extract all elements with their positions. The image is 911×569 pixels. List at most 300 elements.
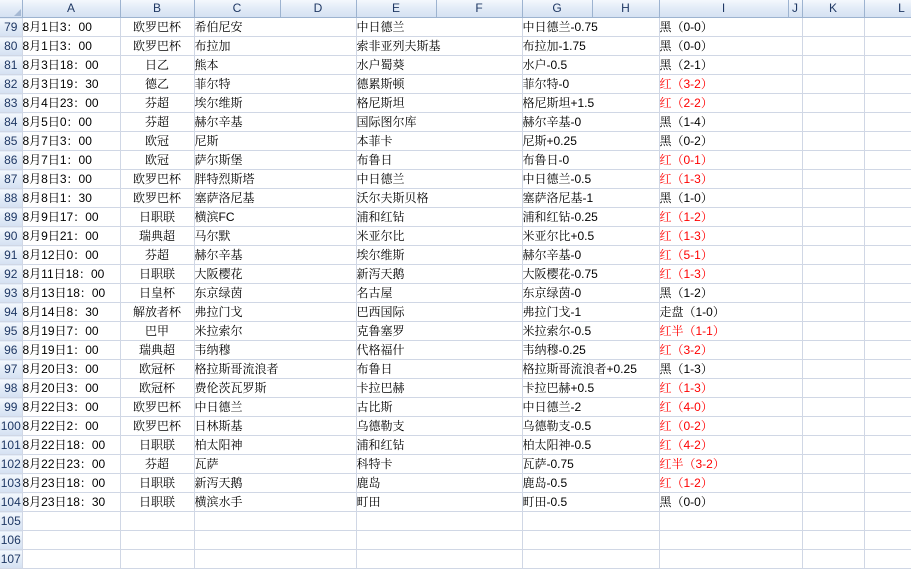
cell-home-team[interactable]	[194, 550, 356, 569]
cell-home-team[interactable]: 熊本	[194, 56, 356, 75]
row-header[interactable]: 95	[0, 322, 22, 341]
cell-date[interactable]: 8月22日2：00	[22, 417, 120, 436]
cell-empty-l[interactable]	[864, 550, 911, 569]
cell-home-team[interactable]: 瓦萨	[194, 455, 356, 474]
cell-empty-l[interactable]	[864, 284, 911, 303]
cell-empty-k[interactable]	[802, 189, 864, 208]
cell-league[interactable]	[120, 550, 194, 569]
cell-home-team[interactable]: 菲尔特	[194, 75, 356, 94]
table-row[interactable]	[0, 56, 911, 75]
cell-date[interactable]: 8月20日3：00	[22, 379, 120, 398]
cell-pick[interactable]: 卡拉巴赫+0.5	[522, 379, 659, 398]
cell-date[interactable]: 8月13日18：00	[22, 284, 120, 303]
cell-date[interactable]	[22, 550, 120, 569]
column-header-c[interactable]: C	[194, 0, 280, 18]
cell-pick[interactable]: 塞萨洛尼基-1	[522, 189, 659, 208]
cell-home-team[interactable]: 赫尔辛基	[194, 113, 356, 132]
column-header-g[interactable]: G	[522, 0, 592, 18]
table-row[interactable]	[0, 322, 911, 341]
table-row[interactable]	[0, 455, 911, 474]
cell-empty-l[interactable]	[864, 512, 911, 531]
cell-empty-l[interactable]	[864, 56, 911, 75]
cell-empty-k[interactable]	[802, 531, 864, 550]
table-row[interactable]	[0, 398, 911, 417]
row-header[interactable]: 96	[0, 341, 22, 360]
cell-league[interactable]: 芬超	[120, 246, 194, 265]
cell-league[interactable]: 欧罗巴杯	[120, 189, 194, 208]
cell-home-team[interactable]: 尼斯	[194, 132, 356, 151]
cell-empty-k[interactable]	[802, 360, 864, 379]
cell-empty-l[interactable]	[864, 37, 911, 56]
cell-home-team[interactable]: 马尔默	[194, 227, 356, 246]
cell-result[interactable]: 红（5-1）	[659, 246, 802, 265]
cell-empty-k[interactable]	[802, 493, 864, 512]
cell-result[interactable]: 红（4-0）	[659, 398, 802, 417]
cell-pick[interactable]: 赫尔辛基-0	[522, 246, 659, 265]
cell-away-team[interactable]: 鹿岛	[356, 474, 522, 493]
cell-away-team[interactable]: 德累斯顿	[356, 75, 522, 94]
cell-league[interactable]: 德乙	[120, 75, 194, 94]
cell-empty-l[interactable]	[864, 75, 911, 94]
table-row[interactable]	[0, 417, 911, 436]
cell-empty-l[interactable]	[864, 322, 911, 341]
cell-empty-l[interactable]	[864, 417, 911, 436]
cell-league[interactable]: 日职联	[120, 493, 194, 512]
column-header-d[interactable]: D	[280, 0, 356, 18]
column-header-j[interactable]: J	[788, 0, 802, 18]
cell-pick[interactable]: 柏太阳神-0.5	[522, 436, 659, 455]
cell-away-team[interactable]: 名古屋	[356, 284, 522, 303]
cell-pick[interactable]: 中日德兰-0.75	[522, 18, 659, 37]
cell-result[interactable]: 红（0-1）	[659, 151, 802, 170]
cell-empty-l[interactable]	[864, 18, 911, 37]
cell-away-team[interactable]: 索非亚列夫斯基	[356, 37, 522, 56]
cell-result[interactable]: 黑（0-0）	[659, 18, 802, 37]
cell-date[interactable]: 8月22日23：00	[22, 455, 120, 474]
cell-away-team[interactable]: 浦和红钻	[356, 436, 522, 455]
cell-date[interactable]: 8月7日1：00	[22, 151, 120, 170]
table-row[interactable]	[0, 436, 911, 455]
cell-league[interactable]: 芬超	[120, 455, 194, 474]
row-header[interactable]: 101	[0, 436, 22, 455]
cell-pick[interactable]: 浦和红钻-0.25	[522, 208, 659, 227]
row-header[interactable]: 102	[0, 455, 22, 474]
table-row[interactable]	[0, 151, 911, 170]
cell-league[interactable]: 欧冠杯	[120, 379, 194, 398]
cell-empty-l[interactable]	[864, 151, 911, 170]
cell-away-team[interactable]: 卡拉巴赫	[356, 379, 522, 398]
row-header[interactable]: 91	[0, 246, 22, 265]
cell-away-team[interactable]: 沃尔夫斯贝格	[356, 189, 522, 208]
cell-league[interactable]: 日职联	[120, 265, 194, 284]
cell-league[interactable]: 日皇杯	[120, 284, 194, 303]
cell-result[interactable]: 红（3-2）	[659, 341, 802, 360]
row-header[interactable]: 98	[0, 379, 22, 398]
cell-empty-k[interactable]	[802, 227, 864, 246]
cell-result[interactable]: 红半（3-2）	[659, 455, 802, 474]
cell-pick[interactable]: 町田-0.5	[522, 493, 659, 512]
table-row[interactable]	[0, 284, 911, 303]
cell-result[interactable]: 黑（2-1）	[659, 56, 802, 75]
cell-league[interactable]: 欧罗巴杯	[120, 170, 194, 189]
cell-league[interactable]: 欧冠	[120, 132, 194, 151]
cell-empty-l[interactable]	[864, 455, 911, 474]
row-header[interactable]: 86	[0, 151, 22, 170]
table-row[interactable]	[0, 265, 911, 284]
table-row[interactable]	[0, 493, 911, 512]
cell-empty-k[interactable]	[802, 379, 864, 398]
cell-home-team[interactable]: 埃尔维斯	[194, 94, 356, 113]
table-row[interactable]	[0, 246, 911, 265]
cell-empty-l[interactable]	[864, 227, 911, 246]
row-header[interactable]: 82	[0, 75, 22, 94]
cell-date[interactable]: 8月19日1：00	[22, 341, 120, 360]
column-header-a[interactable]: A	[22, 0, 120, 18]
cell-result[interactable]: 红（1-3）	[659, 227, 802, 246]
cell-result[interactable]: 黑（1-4）	[659, 113, 802, 132]
cell-result[interactable]: 红（1-2）	[659, 474, 802, 493]
table-row[interactable]	[0, 132, 911, 151]
cell-date[interactable]: 8月12日0：00	[22, 246, 120, 265]
row-header[interactable]: 89	[0, 208, 22, 227]
cell-away-team[interactable]: 乌德勒支	[356, 417, 522, 436]
row-header[interactable]: 93	[0, 284, 22, 303]
cell-pick[interactable]: 布鲁日-0	[522, 151, 659, 170]
cell-result[interactable]	[659, 550, 802, 569]
table-row[interactable]	[0, 37, 911, 56]
row-header[interactable]: 99	[0, 398, 22, 417]
cell-pick[interactable]: 尼斯+0.25	[522, 132, 659, 151]
column-header-i[interactable]: I	[659, 0, 788, 18]
cell-home-team[interactable]: 东京绿茵	[194, 284, 356, 303]
cell-result[interactable]: 红半（1-1）	[659, 322, 802, 341]
cell-pick[interactable]: 水户-0.5	[522, 56, 659, 75]
row-header[interactable]: 81	[0, 56, 22, 75]
cell-date[interactable]: 8月23日18：30	[22, 493, 120, 512]
table-row[interactable]	[0, 550, 911, 569]
cell-pick[interactable]	[522, 512, 659, 531]
cell-result[interactable]	[659, 531, 802, 550]
cell-empty-l[interactable]	[864, 341, 911, 360]
cell-league[interactable]: 瑞典超	[120, 227, 194, 246]
cell-away-team[interactable]: 克鲁塞罗	[356, 322, 522, 341]
cell-date[interactable]: 8月11日18：00	[22, 265, 120, 284]
cell-pick[interactable]: 格拉斯哥流浪者+0.25	[522, 360, 659, 379]
cell-empty-l[interactable]	[864, 493, 911, 512]
cell-result[interactable]: 红（1-3）	[659, 170, 802, 189]
cell-home-team[interactable]: 横滨水手	[194, 493, 356, 512]
cell-empty-l[interactable]	[864, 531, 911, 550]
cell-empty-l[interactable]	[864, 246, 911, 265]
table-row[interactable]	[0, 189, 911, 208]
cell-result[interactable]: 红（0-2）	[659, 417, 802, 436]
cell-empty-l[interactable]	[864, 360, 911, 379]
row-header[interactable]: 103	[0, 474, 22, 493]
cell-home-team[interactable]: 费伦茨瓦罗斯	[194, 379, 356, 398]
cell-empty-l[interactable]	[864, 474, 911, 493]
cell-empty-l[interactable]	[864, 113, 911, 132]
cell-league[interactable]: 日职联	[120, 474, 194, 493]
cell-date[interactable]: 8月22日18：00	[22, 436, 120, 455]
cell-home-team[interactable]: 胖特烈斯塔	[194, 170, 356, 189]
cell-date[interactable]: 8月8日3：00	[22, 170, 120, 189]
cell-empty-l[interactable]	[864, 189, 911, 208]
row-header[interactable]: 79	[0, 18, 22, 37]
table-row[interactable]	[0, 512, 911, 531]
cell-away-team[interactable]: 科特卡	[356, 455, 522, 474]
cell-date[interactable]: 8月9日17：00	[22, 208, 120, 227]
cell-league[interactable]	[120, 531, 194, 550]
cell-result[interactable]: 黑（1-3）	[659, 360, 802, 379]
cell-empty-k[interactable]	[802, 37, 864, 56]
cell-empty-l[interactable]	[864, 436, 911, 455]
cell-result[interactable]: 黑（1-2）	[659, 284, 802, 303]
cell-home-team[interactable]: 韦纳穆	[194, 341, 356, 360]
cell-pick[interactable]: 米拉索尔-0.5	[522, 322, 659, 341]
cell-pick[interactable]: 布拉加-1.75	[522, 37, 659, 56]
cell-away-team[interactable]: 米亚尔比	[356, 227, 522, 246]
cell-away-team[interactable]: 布鲁日	[356, 360, 522, 379]
table-row[interactable]	[0, 360, 911, 379]
cell-date[interactable]: 8月7日3：00	[22, 132, 120, 151]
table-row[interactable]	[0, 474, 911, 493]
cell-date[interactable]: 8月23日18：00	[22, 474, 120, 493]
cell-date[interactable]: 8月8日1：30	[22, 189, 120, 208]
cell-pick[interactable]: 中日德兰-0.5	[522, 170, 659, 189]
row-header[interactable]: 88	[0, 189, 22, 208]
cell-pick[interactable]	[522, 531, 659, 550]
row-header[interactable]: 107	[0, 550, 22, 569]
table-row[interactable]	[0, 170, 911, 189]
cell-empty-l[interactable]	[864, 132, 911, 151]
cell-empty-k[interactable]	[802, 94, 864, 113]
cell-pick[interactable]: 中日德兰-2	[522, 398, 659, 417]
cell-empty-k[interactable]	[802, 170, 864, 189]
cell-empty-l[interactable]	[864, 265, 911, 284]
cell-result[interactable]: 红（1-3）	[659, 265, 802, 284]
cell-league[interactable]: 瑞典超	[120, 341, 194, 360]
row-header[interactable]: 105	[0, 512, 22, 531]
cell-home-team[interactable]: 新泻天鹅	[194, 474, 356, 493]
cell-result[interactable]: 黑（0-2）	[659, 132, 802, 151]
cell-home-team[interactable]: 弗拉门戈	[194, 303, 356, 322]
cell-date[interactable]: 8月3日18：00	[22, 56, 120, 75]
cell-empty-k[interactable]	[802, 265, 864, 284]
table-row[interactable]	[0, 113, 911, 132]
cell-result[interactable]: 黑（0-0）	[659, 493, 802, 512]
cell-empty-k[interactable]	[802, 246, 864, 265]
table-row[interactable]	[0, 94, 911, 113]
cell-league[interactable]: 芬超	[120, 113, 194, 132]
cell-league[interactable]: 日职联	[120, 436, 194, 455]
cell-home-team[interactable]: 格拉斯哥流浪者	[194, 360, 356, 379]
table-row[interactable]	[0, 303, 911, 322]
cell-away-team[interactable]	[356, 550, 522, 569]
cell-league[interactable]: 巴甲	[120, 322, 194, 341]
cell-empty-k[interactable]	[802, 303, 864, 322]
cell-pick[interactable]: 韦纳穆-0.25	[522, 341, 659, 360]
cell-home-team[interactable]: 赫尔辛基	[194, 246, 356, 265]
row-header[interactable]: 100	[0, 417, 22, 436]
cell-away-team[interactable]: 巴西国际	[356, 303, 522, 322]
column-header-f[interactable]: F	[436, 0, 522, 18]
cell-home-team[interactable]: 布拉加	[194, 37, 356, 56]
cell-result[interactable]: 红（2-2）	[659, 94, 802, 113]
cell-empty-k[interactable]	[802, 455, 864, 474]
cell-empty-k[interactable]	[802, 208, 864, 227]
cell-away-team[interactable]: 埃尔维斯	[356, 246, 522, 265]
cell-pick[interactable]: 鹿岛-0.5	[522, 474, 659, 493]
cell-league[interactable]: 欧罗巴杯	[120, 18, 194, 37]
cell-empty-k[interactable]	[802, 18, 864, 37]
cell-date[interactable]: 8月14日8：30	[22, 303, 120, 322]
cell-away-team[interactable]: 本菲卡	[356, 132, 522, 151]
cell-empty-l[interactable]	[864, 303, 911, 322]
cell-result[interactable]: 红（3-2）	[659, 75, 802, 94]
cell-away-team[interactable]: 新泻天鹅	[356, 265, 522, 284]
cell-date[interactable]	[22, 531, 120, 550]
cell-empty-l[interactable]	[864, 398, 911, 417]
cell-date[interactable]: 8月5日0：00	[22, 113, 120, 132]
cell-pick[interactable]: 大阪樱花-0.75	[522, 265, 659, 284]
cell-empty-k[interactable]	[802, 436, 864, 455]
cell-away-team[interactable]: 格尼斯坦	[356, 94, 522, 113]
row-header[interactable]: 83	[0, 94, 22, 113]
cell-result[interactable]: 红（4-2）	[659, 436, 802, 455]
cell-date[interactable]: 8月20日3：00	[22, 360, 120, 379]
table-row[interactable]	[0, 18, 911, 37]
cell-league[interactable]: 日乙	[120, 56, 194, 75]
cell-home-team[interactable]	[194, 512, 356, 531]
cell-empty-k[interactable]	[802, 132, 864, 151]
cell-away-team[interactable]: 中日德兰	[356, 18, 522, 37]
cell-empty-k[interactable]	[802, 56, 864, 75]
cell-away-team[interactable]	[356, 531, 522, 550]
row-header[interactable]: 104	[0, 493, 22, 512]
cell-empty-l[interactable]	[864, 170, 911, 189]
cell-date[interactable]	[22, 512, 120, 531]
table-row[interactable]	[0, 208, 911, 227]
cell-home-team[interactable]: 中日德兰	[194, 398, 356, 417]
cell-result[interactable]: 黑（0-0）	[659, 37, 802, 56]
cell-away-team[interactable]: 国际图尔库	[356, 113, 522, 132]
column-header-e[interactable]: E	[356, 0, 436, 18]
cell-league[interactable]: 芬超	[120, 94, 194, 113]
cell-empty-k[interactable]	[802, 474, 864, 493]
cell-pick[interactable]: 弗拉门戈-1	[522, 303, 659, 322]
table-row[interactable]	[0, 531, 911, 550]
table-row[interactable]	[0, 75, 911, 94]
cell-league[interactable]: 欧罗巴杯	[120, 37, 194, 56]
cell-pick[interactable]: 米亚尔比+0.5	[522, 227, 659, 246]
row-header[interactable]: 87	[0, 170, 22, 189]
cell-pick[interactable]: 格尼斯坦+1.5	[522, 94, 659, 113]
cell-empty-k[interactable]	[802, 512, 864, 531]
cell-empty-k[interactable]	[802, 75, 864, 94]
row-header[interactable]: 97	[0, 360, 22, 379]
cell-home-team[interactable]: 大阪樱花	[194, 265, 356, 284]
cell-date[interactable]: 8月9日21：00	[22, 227, 120, 246]
column-header-l[interactable]: L	[864, 0, 911, 18]
cell-away-team[interactable]	[356, 512, 522, 531]
cell-date[interactable]: 8月4日23：00	[22, 94, 120, 113]
cell-pick[interactable]: 乌德勒支-0.5	[522, 417, 659, 436]
cell-league[interactable]: 解放者杯	[120, 303, 194, 322]
cell-date[interactable]: 8月3日19：30	[22, 75, 120, 94]
cell-empty-k[interactable]	[802, 398, 864, 417]
cell-pick[interactable]: 赫尔辛基-0	[522, 113, 659, 132]
row-header[interactable]: 80	[0, 37, 22, 56]
cell-empty-k[interactable]	[802, 284, 864, 303]
cell-away-team[interactable]: 浦和红钻	[356, 208, 522, 227]
cell-empty-l[interactable]	[864, 379, 911, 398]
cell-league[interactable]: 日职联	[120, 208, 194, 227]
cell-empty-k[interactable]	[802, 322, 864, 341]
cell-result[interactable]: 红（1-2）	[659, 208, 802, 227]
cell-empty-k[interactable]	[802, 151, 864, 170]
table-row[interactable]	[0, 379, 911, 398]
cell-empty-l[interactable]	[864, 94, 911, 113]
cell-result[interactable]: 走盘（1-0）	[659, 303, 802, 322]
row-header[interactable]: 85	[0, 132, 22, 151]
cell-date[interactable]: 8月19日7：00	[22, 322, 120, 341]
cell-away-team[interactable]: 水户蜀葵	[356, 56, 522, 75]
cell-home-team[interactable]: 横滨FC	[194, 208, 356, 227]
select-all-corner[interactable]	[0, 0, 22, 18]
cell-pick[interactable]: 瓦萨-0.75	[522, 455, 659, 474]
row-header[interactable]: 90	[0, 227, 22, 246]
cell-empty-k[interactable]	[802, 550, 864, 569]
cell-home-team[interactable]: 萨尔斯堡	[194, 151, 356, 170]
cell-empty-k[interactable]	[802, 113, 864, 132]
row-header[interactable]: 84	[0, 113, 22, 132]
cell-away-team[interactable]: 布鲁日	[356, 151, 522, 170]
column-header-k[interactable]: K	[802, 0, 864, 18]
cell-league[interactable]: 欧冠杯	[120, 360, 194, 379]
cell-away-team[interactable]: 古比斯	[356, 398, 522, 417]
cell-pick[interactable]: 东京绿茵-0	[522, 284, 659, 303]
cell-pick[interactable]: 菲尔特-0	[522, 75, 659, 94]
cell-date[interactable]: 8月1日3：00	[22, 18, 120, 37]
row-header[interactable]: 94	[0, 303, 22, 322]
cell-home-team[interactable]: 柏太阳神	[194, 436, 356, 455]
cell-away-team[interactable]: 中日德兰	[356, 170, 522, 189]
cell-home-team[interactable]: 塞萨洛尼基	[194, 189, 356, 208]
cell-home-team[interactable]: 希伯尼安	[194, 18, 356, 37]
cell-away-team[interactable]: 代格福什	[356, 341, 522, 360]
cell-home-team[interactable]: 米拉索尔	[194, 322, 356, 341]
cell-date[interactable]: 8月1日3：00	[22, 37, 120, 56]
table-row[interactable]	[0, 341, 911, 360]
cell-date[interactable]: 8月22日3：00	[22, 398, 120, 417]
row-header[interactable]: 92	[0, 265, 22, 284]
cell-league[interactable]: 欧冠	[120, 151, 194, 170]
cell-home-team[interactable]	[194, 531, 356, 550]
cell-away-team[interactable]: 町田	[356, 493, 522, 512]
cell-result[interactable]: 黑（1-0）	[659, 189, 802, 208]
table-row[interactable]	[0, 227, 911, 246]
cell-pick[interactable]	[522, 550, 659, 569]
cell-empty-l[interactable]	[864, 208, 911, 227]
cell-result[interactable]: 红（1-3）	[659, 379, 802, 398]
cell-empty-k[interactable]	[802, 341, 864, 360]
cell-league[interactable]: 欧罗巴杯	[120, 417, 194, 436]
cell-result[interactable]	[659, 512, 802, 531]
cell-league[interactable]: 欧罗巴杯	[120, 398, 194, 417]
column-header-h[interactable]: H	[592, 0, 659, 18]
cell-home-team[interactable]: 日林斯基	[194, 417, 356, 436]
cell-empty-k[interactable]	[802, 417, 864, 436]
